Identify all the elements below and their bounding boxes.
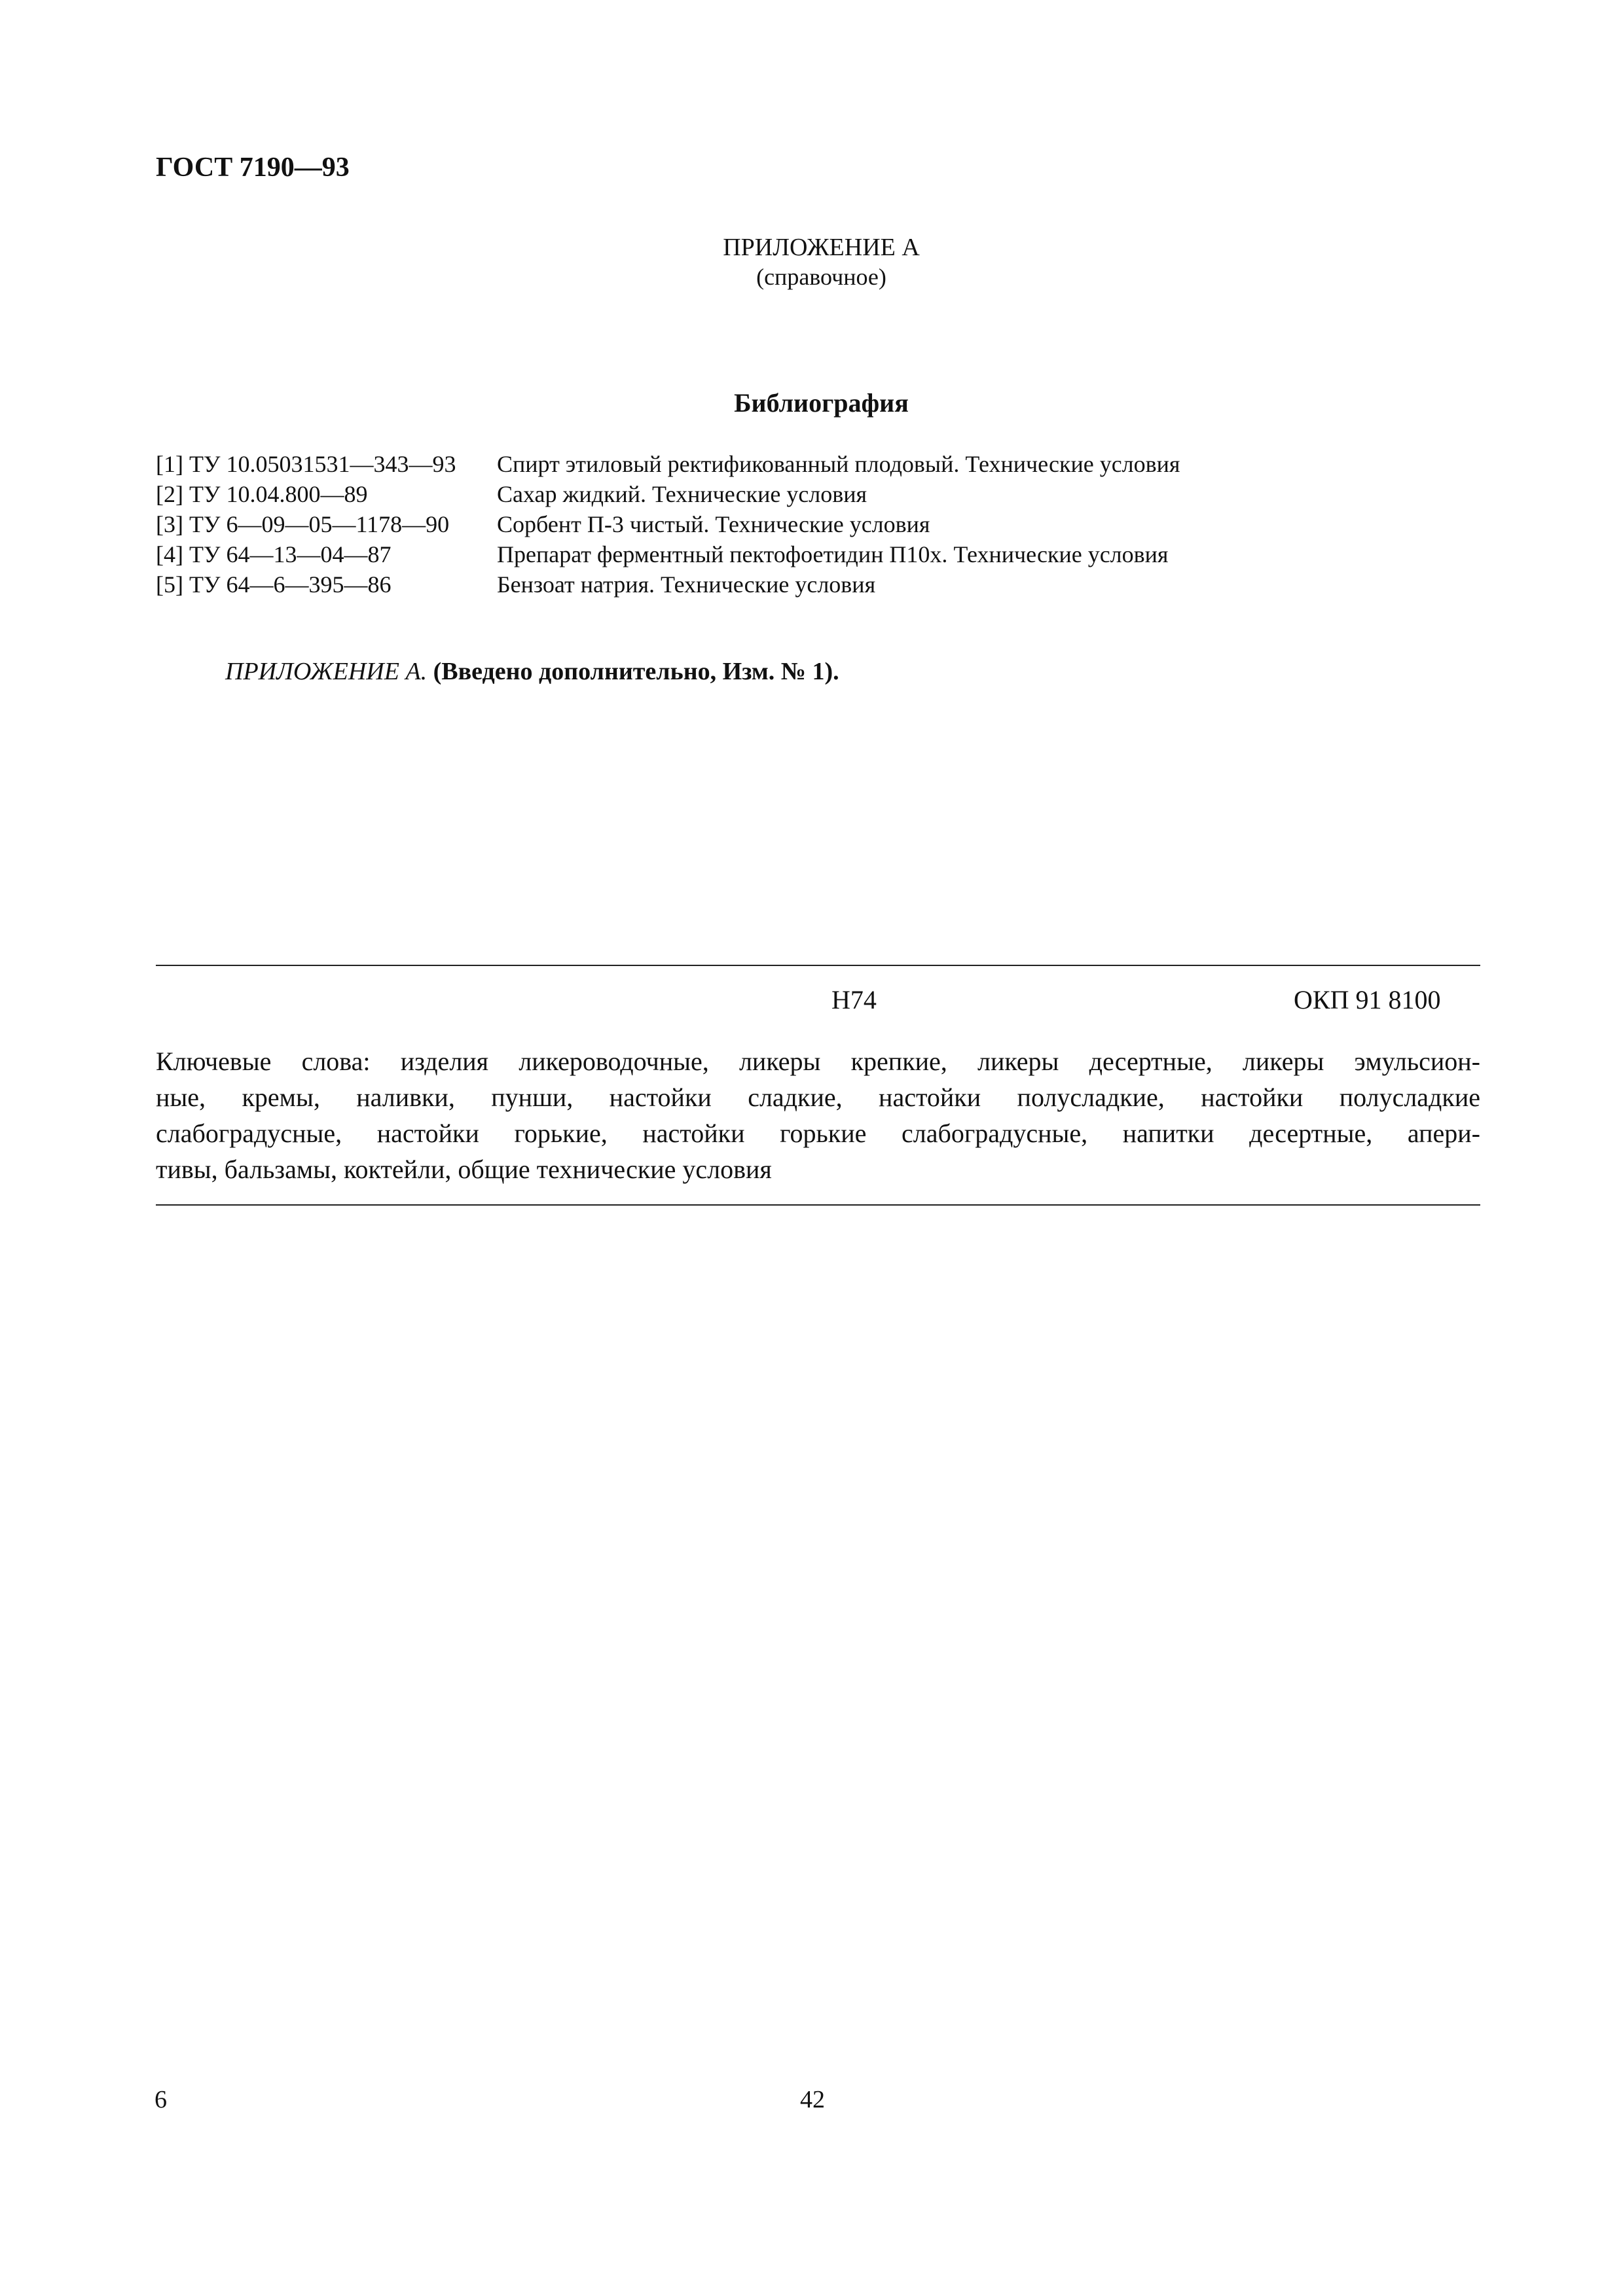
bibliography-item [156, 509, 1465, 539]
bibliography-item-description: Препарат ферментный пектофоетидин П10х. Технические условия [497, 541, 1169, 567]
bibliography-item [156, 539, 1465, 569]
appendix-subtitle: (справочное) [756, 264, 886, 290]
keywords-line: Ключевые слова: изделия ликероводочные, ликеры крепкие, ликеры десертные, ликеры эмульсион- [156, 1047, 1480, 1076]
keywords-block [156, 1043, 1480, 1187]
bibliography-list [156, 449, 1465, 600]
keywords-line: слабоградусные, настойки горькие, настойки горькие слабоградусные, напитки десертные, апери- [156, 1119, 1480, 1148]
bibliography-item-ref: [4] ТУ 64—13—04—87 [156, 541, 392, 567]
bibliography-item [156, 569, 1465, 600]
bibliography-item-ref: [5] ТУ 64—6—395—86 [156, 571, 392, 598]
bibliography-item [156, 479, 1465, 509]
amendment-text: (Введено дополнительно, Изм. № 1). [433, 658, 839, 685]
amendment-note [225, 657, 839, 686]
document-code: ГОСТ 7190—93 [156, 152, 350, 183]
bibliography-heading: Библиография [734, 388, 909, 418]
bibliography-item-description: Сорбент П-3 чистый. Технические условия [497, 511, 930, 537]
classification-group-code: Н74 [831, 985, 877, 1014]
bottom-divider [156, 1204, 1480, 1206]
bibliography-item-ref: [2] ТУ 10.04.800—89 [156, 481, 368, 507]
top-divider [156, 965, 1480, 966]
okp-code: ОКП 91 8100 [1294, 985, 1441, 1014]
amendment-label: ПРИЛОЖЕНИЕ А. [225, 658, 428, 685]
bibliography-item-description: Спирт этиловый ректификованный плодовый. Технические условия [497, 451, 1180, 477]
bibliography-item-description: Бензоат натрия. Технические условия [497, 571, 876, 598]
page-number-left: 6 [155, 2086, 167, 2113]
bibliography-item [156, 449, 1465, 479]
bibliography-item-description: Сахар жидкий. Технические условия [497, 481, 867, 507]
keywords-line: ные, кремы, наливки, пунши, настойки сладкие, настойки полусладкие, настойки полусладкие [156, 1083, 1480, 1112]
appendix-title: ПРИЛОЖЕНИЕ А [723, 234, 920, 261]
keywords-line: тивы, бальзамы, коктейли, общие технические условия [156, 1155, 772, 1184]
bibliography-item-ref: [3] ТУ 6—09—05—1178—90 [156, 511, 450, 537]
bibliography-item-ref: [1] ТУ 10.05031531—343—93 [156, 451, 456, 477]
page-number-center: 42 [800, 2086, 825, 2113]
